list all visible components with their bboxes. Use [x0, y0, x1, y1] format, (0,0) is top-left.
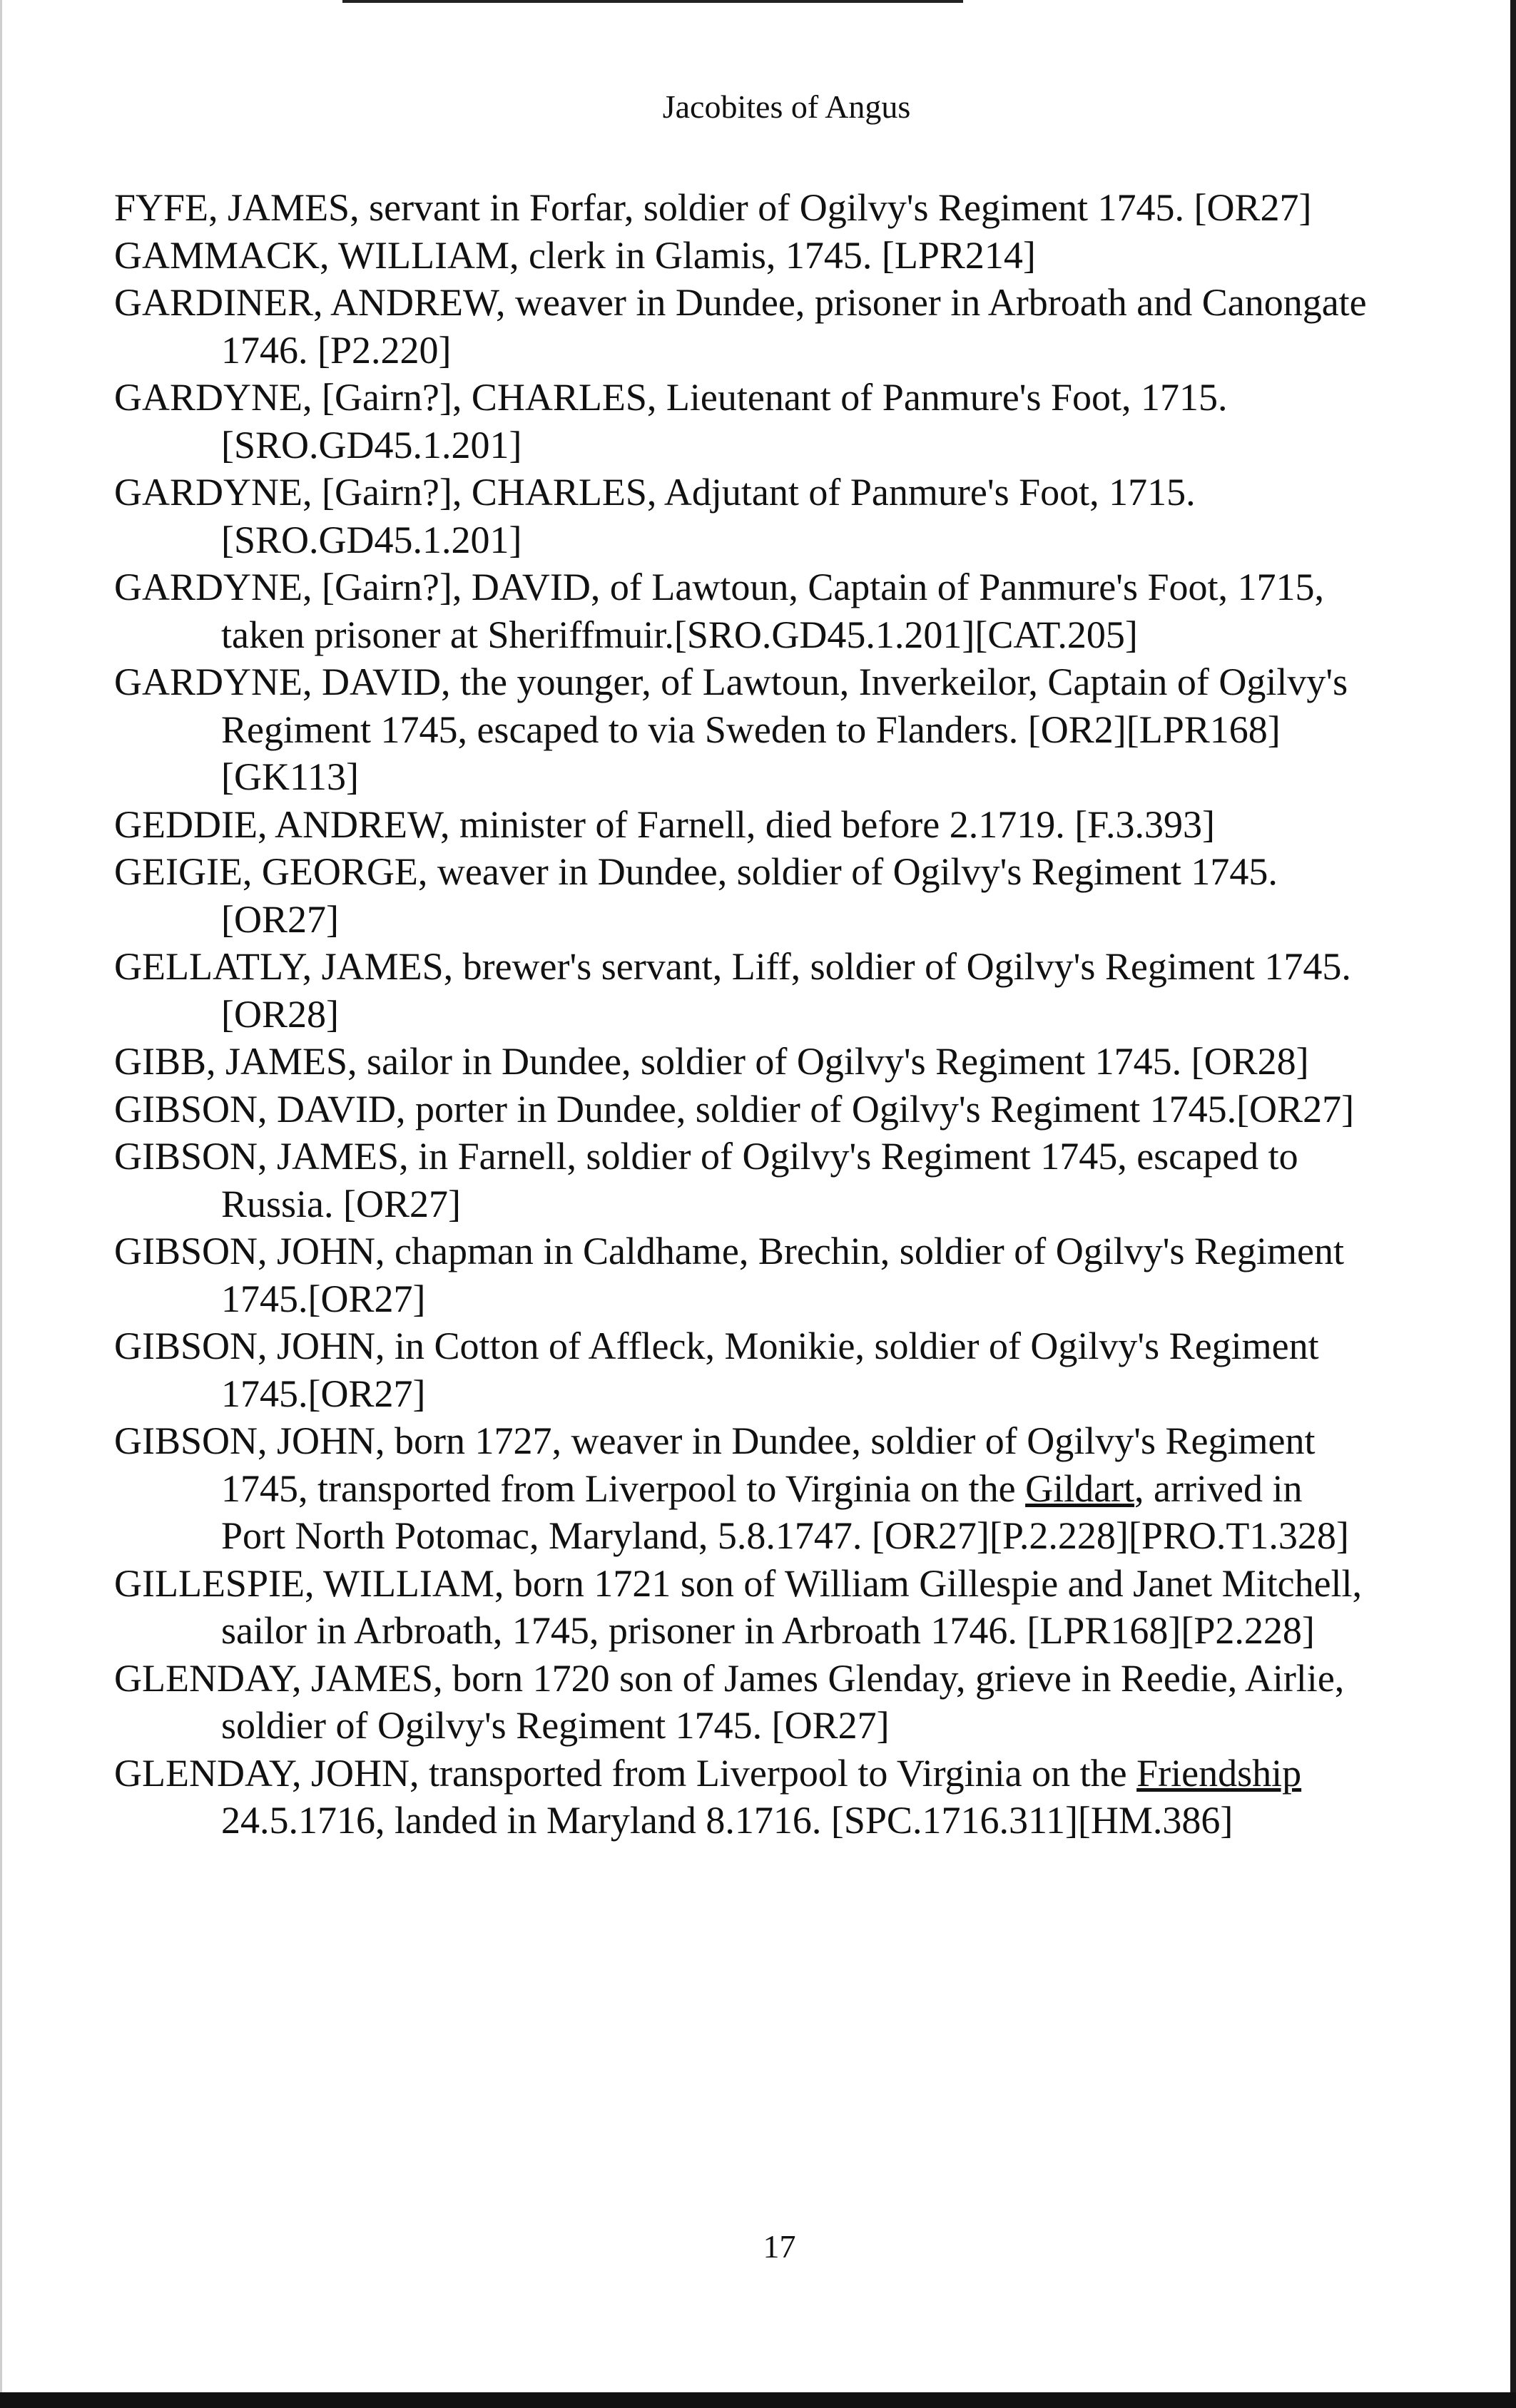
page-number: 17 [763, 2228, 796, 2265]
entry-text-before-ship: GIBSON, JOHN, born 1727, weaver in Dundee, soldier of Ogilvy's Regiment 1745, transported from Liverpool to Virginia on the [114, 1419, 1316, 1510]
ship-name: Gildart [1025, 1466, 1135, 1510]
entry-gammack-william: GAMMACK, WILLIAM, clerk in Glamis, 1745. [LPR214] [114, 233, 1036, 277]
ship-name: Friendship [1136, 1751, 1302, 1795]
entry-gellatly-james: GELLATLY, JAMES, brewer's servant, Liff, soldier of Ogilvy's Regiment 1745.[OR28] [114, 945, 1351, 1036]
entry-gardyne-charles-lieutenant: GARDYNE, [Gairn?], CHARLES, Lieutenant of Panmure's Foot, 1715. [SRO.GD45.1.201] [114, 376, 1228, 466]
entry-fyfe-james: FYFE, JAMES, servant in Forfar, soldier of Ogilvy's Regiment 1745. [OR27] [114, 186, 1312, 229]
entry-gibson-john-chapman: GIBSON, JOHN, chapman in Caldhame, Brechin, soldier of Ogilvy's Regiment 1745.[OR27] [114, 1230, 1344, 1320]
entry-gibson-john-affleck: GIBSON, JOHN, in Cotton of Affleck, Monikie, soldier of Ogilvy's Regiment 1745.[OR27] [114, 1325, 1319, 1415]
entry-gardyne-david-younger: GARDYNE, DAVID, the younger, of Lawtoun, Inverkeilor, Captain of Ogilvy's Regiment 1745, escaped to via Sweden to Flanders. [OR2][LPR168][GK113] [114, 660, 1348, 798]
entry-glenday-james: GLENDAY, JAMES, born 1720 son of James Glenday, grieve in Reedie, Airlie, soldier of Ogilvy's Regiment 1745. [OR27] [114, 1656, 1345, 1747]
scan-edge-left [0, 0, 2, 2408]
entry-gardyne-charles-adjutant: GARDYNE, [Gairn?], CHARLES, Adjutant of Panmure's Foot, 1715. [SRO.GD45.1.201] [114, 471, 1196, 561]
scan-rule-top [342, 0, 963, 3]
entry-gibson-john-1727 [114, 1417, 1370, 1560]
entry-text-before-ship: GLENDAY, JOHN, transported from Liverpool to Virginia on the [114, 1751, 1137, 1795]
entry-gibb-james: GIBB, JAMES, sailor in Dundee, soldier of Ogilvy's Regiment 1745. [OR28] [114, 1040, 1309, 1083]
entry-gibson-james: GIBSON, JAMES, in Farnell, soldier of Ogilvy's Regiment 1745, escaped to Russia. [OR27] [114, 1135, 1298, 1225]
entry-gardyne-david-1715: GARDYNE, [Gairn?], DAVID, of Lawtoun, Captain of Panmure's Foot, 1715, taken prisoner at Sheriffmuir.[SRO.GD45.1.201][CAT.205] [114, 566, 1324, 656]
entry-geigie-george: GEIGIE, GEORGE, weaver in Dundee, soldier of Ogilvy's Regiment 1745.[OR27] [114, 850, 1278, 941]
entry-gibson-david: GIBSON, DAVID, porter in Dundee, soldier of Ogilvy's Regiment 1745.[OR27] [114, 1087, 1355, 1131]
scan-edge-bottom [0, 2392, 1516, 2408]
entry-glenday-john [114, 1750, 1370, 1845]
running-head: Jacobites of Angus [662, 88, 911, 125]
entry-text-after-ship: 24.5.1716, landed in Maryland 8.1716. [SPC.1716.311][HM.386] [221, 1799, 1233, 1842]
entry-geddie-andrew: GEDDIE, ANDREW, minister of Farnell, died before 2.1719. [F.3.393] [114, 802, 1215, 846]
entry-gillespie-william: GILLESPIE, WILLIAM, born 1721 son of William Gillespie and Janet Mitchell, sailor in Arbroath, 1745, prisoner in Arbroath 1746. [LPR168][P2.228] [114, 1561, 1363, 1652]
entry-list [114, 184, 1370, 1845]
entry-text-after-ship: , arrived in Port North Potomac, Maryland, 5.8.1747. [OR27][P.2.228][PRO.T1.328] [221, 1466, 1349, 1557]
entry-gardiner-andrew: GARDINER, ANDREW, weaver in Dundee, prisoner in Arbroath and Canongate 1746. [P2.220] [114, 281, 1367, 372]
scan-edge-right [1510, 0, 1516, 2408]
